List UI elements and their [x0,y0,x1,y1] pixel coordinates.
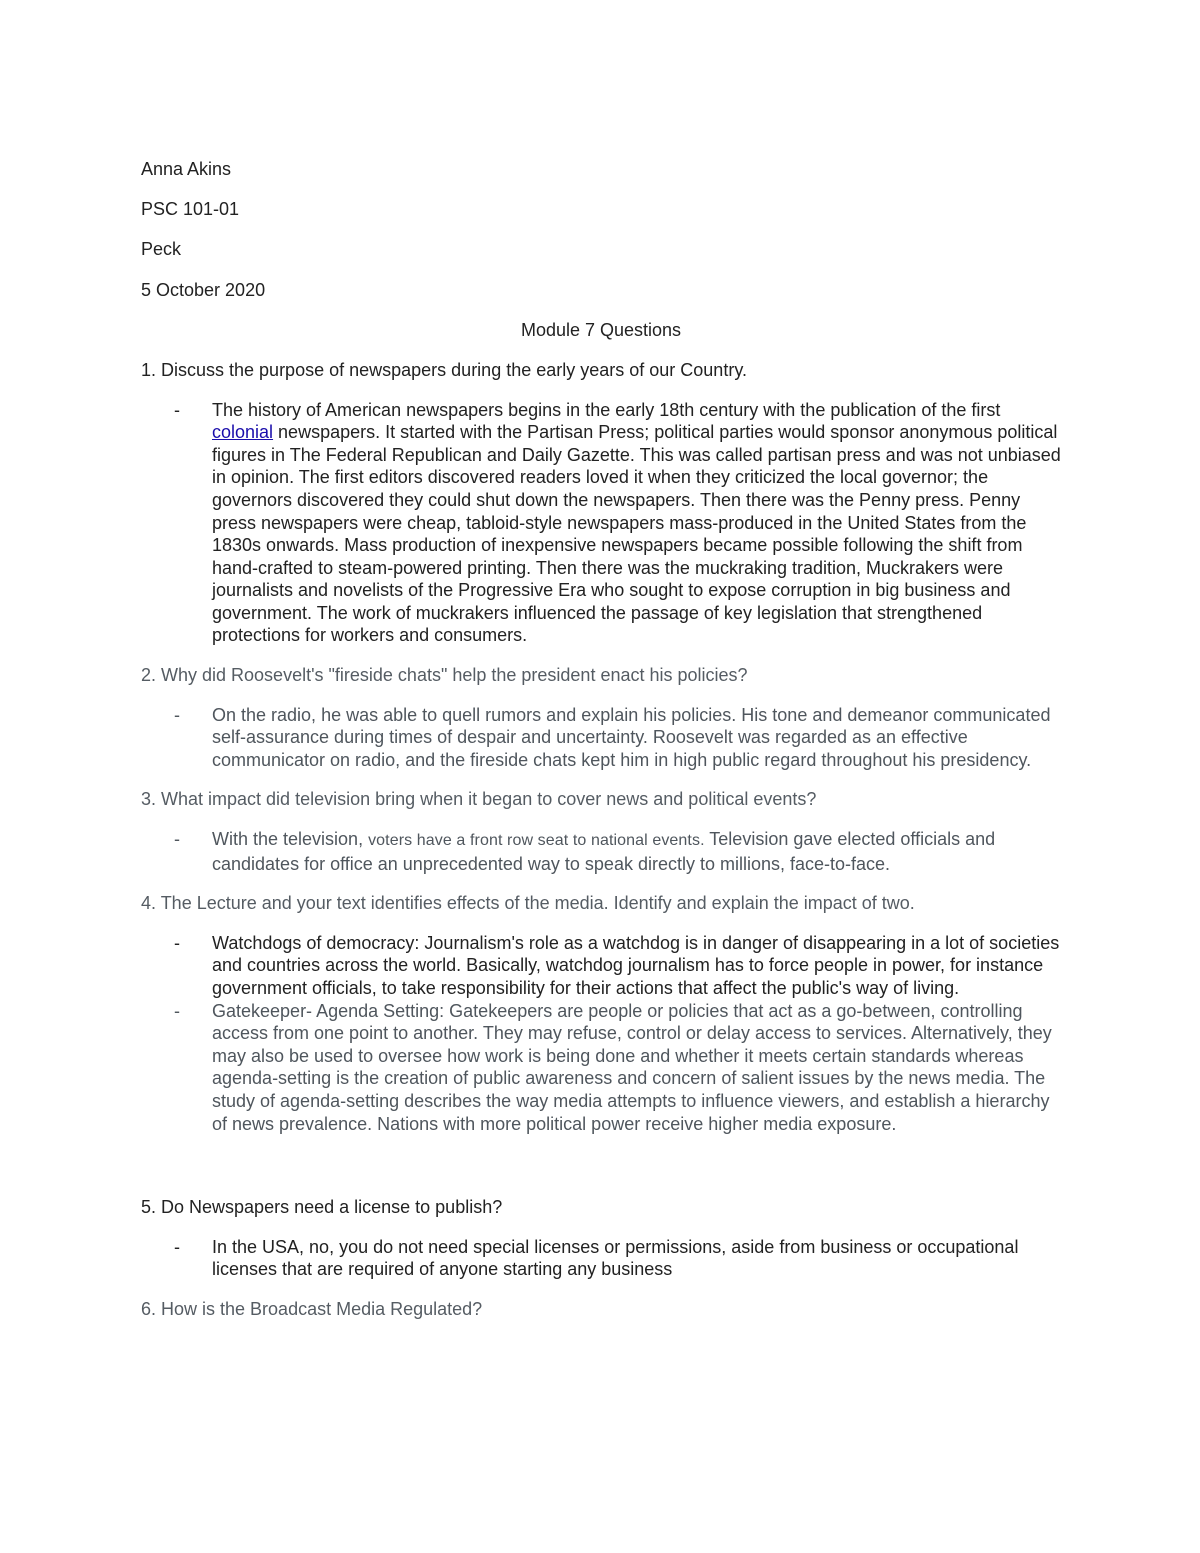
answer-3-text-mid: voters have a front row seat to national events. [368,832,705,850]
answer-list-4 [141,932,1061,1135]
answer-1 [141,399,1061,648]
bullet-dash: - [174,932,180,953]
colonial-link[interactable]: colonial [212,422,274,443]
document-body [141,158,1061,1338]
answer-list-5 [141,1236,1061,1281]
answer-4b-text: Gatekeeper- Agenda Setting: Gatekeepers are people or policies that act as a go-between, controlling access from one point to another. They may refuse, control or delay access to services. Alternatively, they may also be used to oversee how work is being done and whether it meets certain standards whereas agenda-setting is the creation of public awareness and concern of salient issues by the news media. The study of agenda-setting describes the way media attempts to influence viewers, and establish a hierarchy of news prevalence. Nations with more political power receive higher media exposure. [212,1000,1052,1134]
bullet-dash: - [174,1000,180,1021]
answer-3-text-start: With the television, [212,829,369,850]
blank-space [141,1152,1061,1196]
bullet-dash: - [174,399,180,420]
student-name: Anna Akins [141,159,232,179]
answer-4a [141,932,1061,1000]
answer-5-text: In the USA, no, you do not need special licenses or permissions, aside from business or occupational licenses that are required of anyone starting any business [212,1236,1019,1280]
answer-list-2 [141,704,1061,772]
answer-1-text-end: newspapers. It started with the Partisan Press; political parties would sponsor anonymous political figures in The Federal Republican and Daily Gazette. This was called partisan press and was not unbiased in opinion. The first editors discovered readers loved it when they criticized the local governor; the governors discovered they could shut down the newspapers. Then there was the Penny press. Penny press newspapers were cheap, tabloid-style newspapers mass-produced in the United States from the 1830s onwards. Mass production of inexpensive newspapers became possible following the shift from hand-crafted to steam-powered printing. Then there was the muckraking tradition, Muckrakers were journalists and novelists of the Progressive Era who sought to expose corruption in big business and government. The work of muckrakers influenced the passage of key legislation that strengthened protections for workers and consumers. [212,422,1061,646]
answer-5 [141,1236,1061,1281]
answer-list-1 [141,399,1061,648]
question-3: 3. What impact did television bring when it began to cover news and political events? [141,789,817,810]
instructor-name: Peck [141,239,182,260]
document-date: 5 October 2020 [141,279,266,300]
answer-2 [141,704,1061,772]
answer-4b [141,1000,1061,1136]
course-code: PSC 101-01 [141,199,240,220]
answer-2-text: On the radio, he was able to quell rumors and explain his policies. His tone and demeanor communicated self-assurance during times of despair and uncertainty. Roosevelt was regarded as an effective communicator on radio, and the fireside chats kept him in high public regard throughout his presidency. [212,704,1051,770]
question-2: 2. Why did Roosevelt's "fireside chats" help the president enact his policies? [141,665,748,686]
question-1: 1. Discuss the purpose of newspapers during the early years of our Country. [141,359,747,380]
answer-3-text-end: Television gave elected officials and candidates for office an unprecedented way to speak directly to millions, face-to-face. [212,829,996,874]
answer-4a-text: Watchdogs of democracy: Journalism's role as a watchdog is in danger of disappearing in a lot of societies and countries across the world. Basically, watchdog journalism has to force people in power, for instance government officials, to take responsibility for their actions that affect the public's way of living. [212,932,1060,998]
bullet-dash: - [174,1236,180,1257]
question-4: 4. The Lecture and your text identifies effects of the media. Identify and explain the impact of two. [141,893,915,914]
question-5: 5. Do Newspapers need a license to publish? [141,1197,503,1218]
document-title: Module 7 Questions [520,319,682,340]
bullet-dash: - [174,704,180,725]
question-6: 6. How is the Broadcast Media Regulated? [141,1298,483,1319]
answer-1-text-start: The history of American newspapers begins in the early 18th century with the publication of the first [212,399,1001,420]
bullet-dash: - [174,829,180,850]
answer-3 [141,828,1061,875]
answer-list-3 [141,828,1061,875]
